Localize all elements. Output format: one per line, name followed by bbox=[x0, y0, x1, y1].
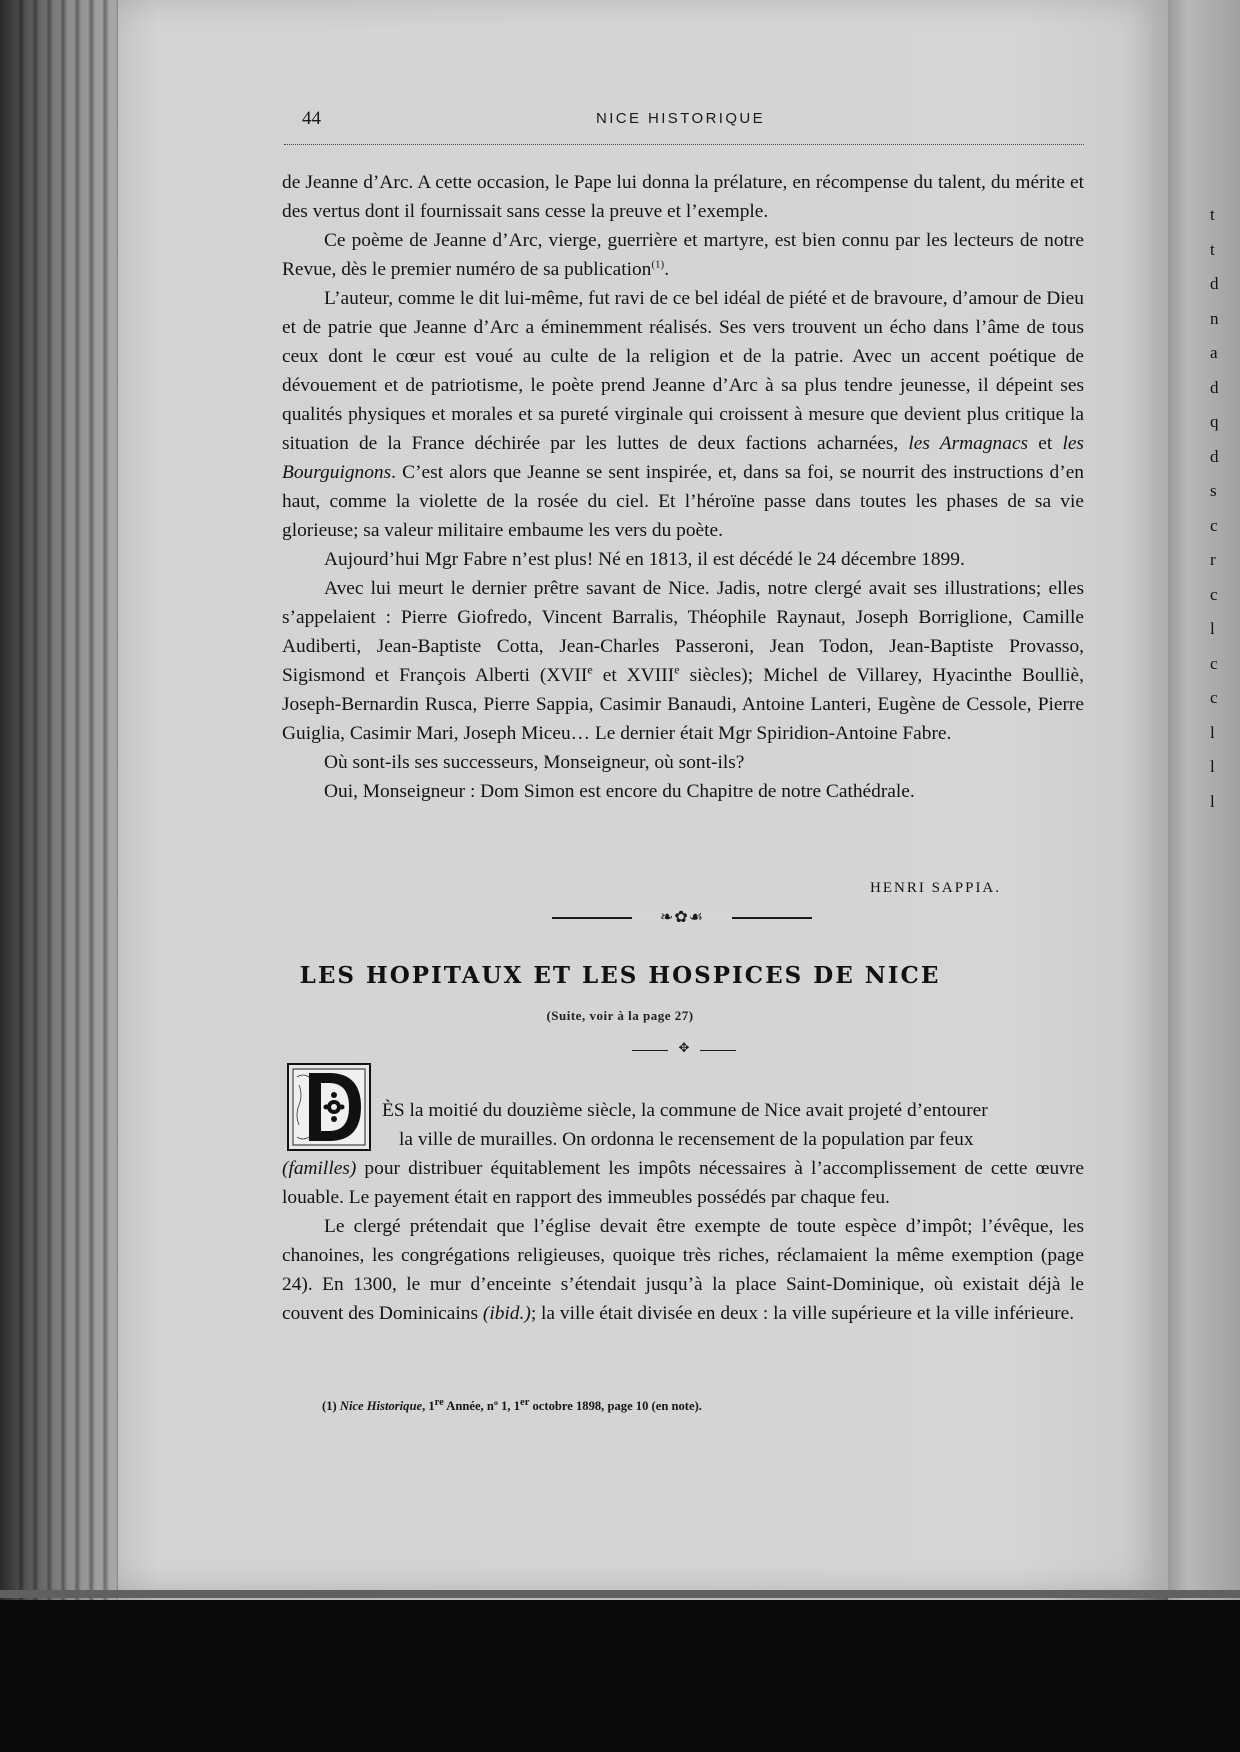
article-sappia bbox=[282, 168, 1084, 806]
superscript: e bbox=[587, 662, 593, 677]
paragraph-text: . C’est alors que Jeanne se sent inspirée, et, dans sa foi, se nourrit des instructions d’en haut, comme la violette de la rosée du ciel. Et l’héroïne passe dans toutes les phases de sa vie glorieuse; sa valeur militaire embaume les vers du poète. bbox=[282, 462, 1084, 541]
edge-letter: d bbox=[1210, 446, 1219, 466]
edge-letter: s bbox=[1210, 481, 1217, 500]
italic-term: (ibid.) bbox=[482, 1303, 531, 1324]
paragraph bbox=[282, 226, 1084, 284]
paragraph-text: et XVIII bbox=[592, 665, 675, 686]
fleuron-icon: ❧✿☙ bbox=[632, 907, 732, 927]
edge-letter: l bbox=[1210, 619, 1215, 638]
italic-term: (familles) bbox=[282, 1158, 357, 1179]
edge-letter: a bbox=[1210, 343, 1218, 362]
paragraph bbox=[282, 1212, 1084, 1328]
edge-letter: q bbox=[1210, 412, 1219, 431]
paragraph bbox=[282, 545, 1084, 574]
footnote-text: octobre 1898, page 10 (en note). bbox=[529, 1399, 702, 1414]
edge-letter: c bbox=[1210, 515, 1218, 535]
footnote-marker: (1) bbox=[322, 1399, 337, 1414]
next-page-edge-letters bbox=[1210, 198, 1240, 819]
footnote-text: Année, nº 1, 1 bbox=[443, 1399, 521, 1414]
edge-letter: c bbox=[1210, 688, 1218, 707]
article-hopitaux bbox=[282, 1096, 1084, 1328]
fleuron-icon: ✥ bbox=[668, 1040, 700, 1056]
footnote bbox=[322, 1397, 702, 1414]
paragraph-text: Aujourd’hui Mgr Fabre n’est plus! Né en 1813, il est décédé le 24 décembre 1899. bbox=[324, 549, 965, 570]
edge-letter: l bbox=[1210, 791, 1215, 811]
footnote-journal-title: Nice Historique bbox=[339, 1399, 423, 1414]
paragraph-text: Oui, Monseigneur : Dom Simon est encore du Chapitre de notre Cathédrale. bbox=[324, 781, 915, 802]
small-ornament bbox=[632, 1040, 736, 1058]
edge-letter: r bbox=[1210, 550, 1216, 569]
paragraph bbox=[282, 777, 1084, 806]
edge-letter: l bbox=[1210, 757, 1215, 776]
paragraph-text: ; la ville était divisée en deux : la ville supérieure et la ville inférieure. bbox=[530, 1303, 1075, 1324]
superscript: e bbox=[674, 662, 680, 677]
paragraph bbox=[282, 284, 1084, 545]
italic-term: les Bourguignons bbox=[282, 433, 1084, 483]
footnote-text: , 1 bbox=[422, 1399, 435, 1414]
paragraph-text: de Jeanne d’Arc. A cette occasion, le Pape lui donna la prélature, en récompense du talent, du mérite et des vertus dont il fournissait sans cesse la preuve et l’exemple. bbox=[282, 172, 1084, 222]
edge-letter: d bbox=[1210, 274, 1219, 293]
footnote-reference: (1) bbox=[651, 258, 665, 271]
paragraph bbox=[282, 574, 1084, 748]
page-number: 44 bbox=[302, 108, 321, 129]
header-rule bbox=[284, 144, 1084, 145]
paragraph-text: Ce poème de Jeanne d’Arc, vierge, guerrière et martyre, est bien connu par les lecteurs de notre Revue, dès le premier numéro de sa publication bbox=[282, 230, 1084, 280]
signature-last-name: SAPPIA. bbox=[931, 880, 1002, 896]
author-signature bbox=[870, 880, 1001, 897]
paragraph-text: pour distribuer équitablement les impôts nécessaires à l’accomplissement de cette œuvre louable. Le payement était en rapport des immeubles possédés par chaque feu. bbox=[282, 1158, 1084, 1208]
paragraph-text: Où sont-ils ses successeurs, Monseigneur, où sont-ils? bbox=[324, 752, 745, 773]
section-title: LES HOPITAUX ET LES HOSPICES DE NICE bbox=[299, 962, 941, 989]
paragraph bbox=[282, 748, 1084, 777]
section-subtitle: (Suite, voir à la page 27) bbox=[546, 1008, 694, 1023]
edge-letter: t bbox=[1210, 239, 1215, 259]
edge-letter: d bbox=[1210, 377, 1219, 397]
paragraph-text: . bbox=[664, 259, 670, 280]
paragraph bbox=[282, 1096, 1084, 1125]
paragraph-text: Avec lui meurt le dernier prêtre savant de Nice. Jadis, notre clergé avait ses illustrations; elles s’appelaient : Pierre Giofredo, Vincent Barralis, Théophile Raynaut, Joseph Borriglione, Camille Audiberti, Jean-Baptiste Cotta, Jean-Charles Passeroni, Jean Todon, Jean-Baptiste Provasso, Sigismond et François Alberti (XVII bbox=[282, 578, 1084, 686]
edge-letter: c bbox=[1210, 653, 1218, 673]
edge-letter: n bbox=[1210, 308, 1219, 328]
paragraph-text: ÈS la moitié du douzième siècle, la commune de Nice avait projeté d’entourer bbox=[382, 1100, 988, 1121]
paragraph-text: la ville de murailles. On ordonna le recensement de la population par feux bbox=[399, 1129, 974, 1150]
journal-title: NICE HISTORIQUE bbox=[596, 110, 766, 127]
page-bottom-edge bbox=[0, 1590, 1240, 1598]
edge-letter: l bbox=[1210, 722, 1215, 742]
book-spine bbox=[18, 0, 118, 1600]
italic-term: les Armagnacs bbox=[908, 433, 1029, 454]
paragraph bbox=[282, 168, 1084, 226]
running-head bbox=[0, 108, 1240, 138]
ornamental-rule bbox=[552, 908, 812, 928]
paragraph bbox=[282, 1125, 1084, 1154]
paragraph-text: Le clergé prétendait que l’église devait être exempte de toute espèce d’impôt; l’évêque, les chanoines, les congrégations religieuses, quoique très riches, réclamaient la même exemption (page 24). En 1300, le mur d’enceinte s’étendait jusqu’à la place Saint-Dominique, où existait déjà le couvent des Dominicains bbox=[282, 1216, 1084, 1324]
superscript: re bbox=[434, 1397, 444, 1408]
paragraph-text: L’auteur, comme le dit lui-même, fut ravi de ce bel idéal de piété et de bravoure, d’amour de Dieu et de patrie que Jeanne d’Arc a éminemment réalisés. Ses vers trouvent un écho dans l’âme de tous ceux dont le cœur est voué au culte de la religion et de la patrie. Avec un accent poétique de dévouement et de patriotisme, le poète prend Jeanne d’Arc à sa plus tendre jeunesse, il dépeint ses qualités physiques et morales et sa pureté virginale qui croissent à mesure que devient plus critique la situation de la France déchirée par les luttes de deux factions acharnées, bbox=[282, 288, 1084, 454]
paragraph bbox=[282, 1154, 1084, 1212]
signature-first-name: HENRI bbox=[870, 880, 926, 896]
edge-letter: c bbox=[1210, 584, 1218, 604]
paragraph-text: siècles); Michel de Villarey, Hyacinthe Boulliè, Joseph-Bernardin Rusca, Pierre Sappia, Casimir Banaudi, Antoine Lanteri, Eugène de Cessole, Pierre Guiglia, Casimir Mari, Joseph Miceu… Le dernier était Mgr Spiridion-Antoine Fabre. bbox=[282, 665, 1084, 744]
edge-letter: t bbox=[1210, 205, 1215, 224]
superscript: er bbox=[520, 1397, 530, 1408]
paragraph-text: et bbox=[1028, 433, 1063, 454]
